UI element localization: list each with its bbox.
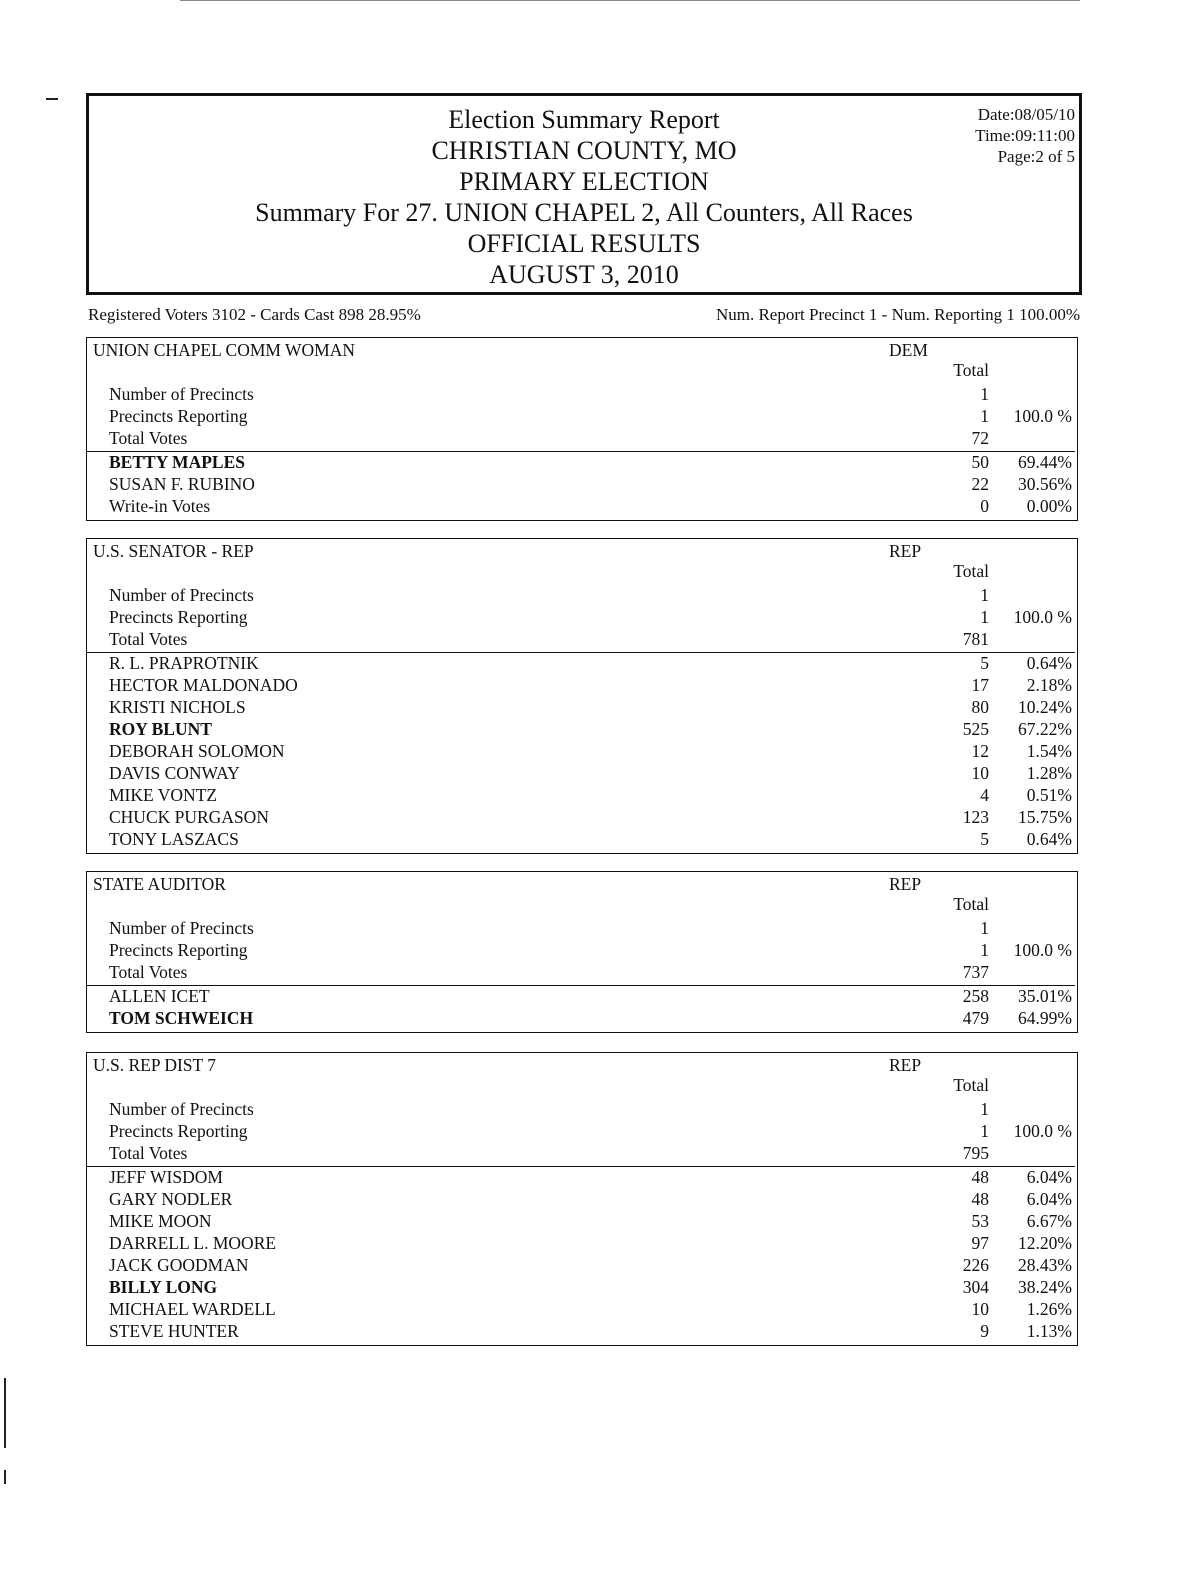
page-number: Page:2 of 5 [997,147,1075,166]
candidate-name: ALLEN ICET [109,986,210,1006]
candidate-percent: 30.56% [1018,474,1072,494]
candidate-percent: 1.54% [1026,741,1072,761]
row-votes: 781 [962,629,989,649]
candidate-name: DAVIS CONWAY [109,763,240,783]
total-votes-row [87,1143,1077,1165]
candidate-votes: 97 [971,1233,989,1253]
race-party: REP [889,1055,922,1075]
row-percent: 100.0 % [1013,607,1072,627]
row-label: Total Votes [109,629,188,649]
candidate-percent: 28.43% [1018,1255,1072,1275]
row-label: Precincts Reporting [109,940,248,960]
candidate-percent: 35.01% [1018,986,1072,1006]
candidate-percent: 38.24% [1018,1277,1072,1297]
row-label: Total Votes [109,962,188,982]
candidate-votes: 258 [962,986,989,1006]
row-votes: 1 [980,1099,989,1119]
candidate-name: GARY NODLER [109,1189,233,1209]
candidate-votes: 17 [971,675,989,695]
candidate-percent: 64.99% [1018,1008,1072,1028]
race-box [86,871,1078,1033]
row-percent: 100.0 % [1013,940,1072,960]
candidate-votes: 10 [971,763,989,783]
candidate-row [87,829,1077,851]
candidate-votes: 525 [962,719,989,739]
candidate-name: DEBORAH SOLOMON [109,741,285,761]
race-box [86,1052,1078,1346]
row-label: Number of Precincts [109,384,254,404]
candidate-percent: 1.13% [1026,1321,1072,1341]
report-header [86,93,1082,295]
candidate-row [87,1233,1077,1255]
candidate-row [87,1299,1077,1321]
candidate-name: BETTY MAPLES [109,452,245,472]
total-column-header: Total [953,1075,989,1095]
race-box [86,337,1078,521]
candidate-name: BILLY LONG [109,1277,218,1297]
candidate-percent: 0.51% [1026,785,1072,805]
candidate-name: MIKE MOON [109,1211,212,1231]
candidate-votes: 5 [980,829,989,849]
candidate-row [87,1008,1077,1030]
candidate-percent: 10.24% [1018,697,1072,717]
number-of-precincts-row [87,1099,1077,1121]
race-party: DEM [889,340,928,360]
candidate-percent: 0.64% [1026,653,1072,673]
row-label: Number of Precincts [109,1099,254,1119]
candidate-name: KRISTI NICHOLS [109,697,246,717]
candidate-row [87,452,1077,474]
candidate-votes: 123 [962,807,989,827]
race-party: REP [889,874,922,894]
row-votes: 737 [962,962,989,982]
row-votes: 1 [980,607,989,627]
candidate-percent: 1.26% [1026,1299,1072,1319]
precincts-reporting-row [87,1121,1077,1143]
candidate-name: DARRELL L. MOORE [109,1233,277,1253]
candidate-votes: 48 [971,1189,989,1209]
row-label: Precincts Reporting [109,607,248,627]
candidate-percent: 12.20% [1018,1233,1072,1253]
candidate-votes: 479 [962,1008,989,1028]
row-votes: 795 [962,1143,989,1163]
candidate-row [87,697,1077,719]
election-date: AUGUST 3, 2010 [489,260,679,289]
registered-voters-summary: Registered Voters 3102 - Cards Cast 898 28.95% [88,305,421,324]
candidate-percent: 1.28% [1026,763,1072,783]
candidate-name: JEFF WISDOM [109,1167,223,1187]
summary-scope: Summary For 27. UNION CHAPEL 2, All Counters, All Races [255,198,913,227]
candidate-votes: 304 [962,1277,989,1297]
race-title: UNION CHAPEL COMM WOMAN [93,340,356,360]
candidate-name: ROY BLUNT [109,719,212,739]
row-label: Precincts Reporting [109,406,248,426]
candidate-votes: 4 [980,785,989,805]
total-votes-row [87,962,1077,984]
candidate-name: MICHAEL WARDELL [109,1299,276,1319]
row-votes: 1 [980,918,989,938]
total-column-header: Total [953,360,989,380]
row-percent: 100.0 % [1013,406,1072,426]
candidate-name: JACK GOODMAN [109,1255,249,1275]
candidate-row [87,653,1077,675]
candidate-row [87,1211,1077,1233]
row-label: Number of Precincts [109,585,254,605]
candidate-name: STEVE HUNTER [109,1321,239,1341]
race-party: REP [889,541,922,561]
candidate-row [87,1189,1077,1211]
candidate-votes: 80 [971,697,989,717]
candidate-name: HECTOR MALDONADO [109,675,298,695]
candidate-percent: 6.67% [1026,1211,1072,1231]
row-votes: 1 [980,940,989,960]
precincts-reporting-row [87,940,1077,962]
scan-margin-mark [4,1470,6,1484]
candidate-percent: 0.64% [1026,829,1072,849]
total-column-header: Total [953,894,989,914]
election-name: PRIMARY ELECTION [459,167,709,196]
report-title: Election Summary Report [448,105,720,134]
candidate-row [87,986,1077,1008]
county-name: CHRISTIAN COUNTY, MO [431,136,737,165]
candidate-votes: 226 [962,1255,989,1275]
candidate-row [87,675,1077,697]
race-box [86,538,1078,854]
candidate-row [87,807,1077,829]
candidate-name: SUSAN F. RUBINO [109,474,255,494]
header-title-block [89,104,1079,290]
race-title: U.S. SENATOR - REP [93,541,254,561]
number-of-precincts-row [87,384,1077,406]
candidate-votes: 9 [980,1321,989,1341]
results-status: OFFICIAL RESULTS [467,229,701,258]
total-column-header: Total [953,561,989,581]
candidate-votes: 50 [971,452,989,472]
row-votes: 1 [980,1121,989,1141]
row-label: Precincts Reporting [109,1121,248,1141]
report-date: Date:08/05/10 [977,105,1075,124]
row-label: Number of Precincts [109,918,254,938]
candidate-name: CHUCK PURGASON [109,807,269,827]
turnout-summary [88,305,1080,327]
row-votes: 1 [980,384,989,404]
candidate-name: TOM SCHWEICH [109,1008,254,1028]
candidate-percent: 2.18% [1026,675,1072,695]
scan-margin-mark [4,1378,6,1448]
candidate-percent: 6.04% [1026,1189,1072,1209]
candidate-row [87,785,1077,807]
row-votes: 1 [980,585,989,605]
number-of-precincts-row [87,585,1077,607]
candidate-row [87,1277,1077,1299]
candidate-name: R. L. PRAPROTNIK [109,653,259,673]
candidate-name: TONY LASZACS [109,829,239,849]
candidate-row [87,741,1077,763]
candidate-votes: 10 [971,1299,989,1319]
candidate-row [87,474,1077,496]
candidate-name: MIKE VONTZ [109,785,218,805]
candidate-row [87,496,1077,518]
scan-margin-mark [46,98,58,100]
total-votes-row [87,629,1077,651]
candidate-votes: 53 [971,1211,989,1231]
candidate-row [87,1255,1077,1277]
row-votes: 72 [971,428,989,448]
report-time: Time:09:11:00 [975,126,1075,145]
candidate-percent: 69.44% [1018,452,1072,472]
candidate-percent: 67.22% [1018,719,1072,739]
candidate-percent: 6.04% [1026,1167,1072,1187]
row-label: Total Votes [109,428,188,448]
header-meta [975,104,1075,167]
candidate-votes: 48 [971,1167,989,1187]
race-title: U.S. REP DIST 7 [93,1055,217,1075]
candidate-votes: 22 [971,474,989,494]
candidate-row [87,719,1077,741]
row-label: Total Votes [109,1143,188,1163]
candidate-name: Write-in Votes [109,496,211,516]
race-title: STATE AUDITOR [93,874,226,894]
scan-margin-mark [180,0,1080,1]
number-of-precincts-row [87,918,1077,940]
candidate-votes: 0 [980,496,989,516]
row-votes: 1 [980,406,989,426]
total-votes-row [87,428,1077,450]
candidate-votes: 5 [980,653,989,673]
precincts-reporting-row [87,406,1077,428]
candidate-row [87,1321,1077,1343]
row-percent: 100.0 % [1013,1121,1072,1141]
candidate-row [87,763,1077,785]
candidate-row [87,1167,1077,1189]
candidate-percent: 0.00% [1026,496,1072,516]
precinct-reporting-summary: Num. Report Precinct 1 - Num. Reporting 1 100.00% [715,305,1080,324]
candidate-votes: 12 [971,741,989,761]
precincts-reporting-row [87,607,1077,629]
candidate-percent: 15.75% [1018,807,1072,827]
